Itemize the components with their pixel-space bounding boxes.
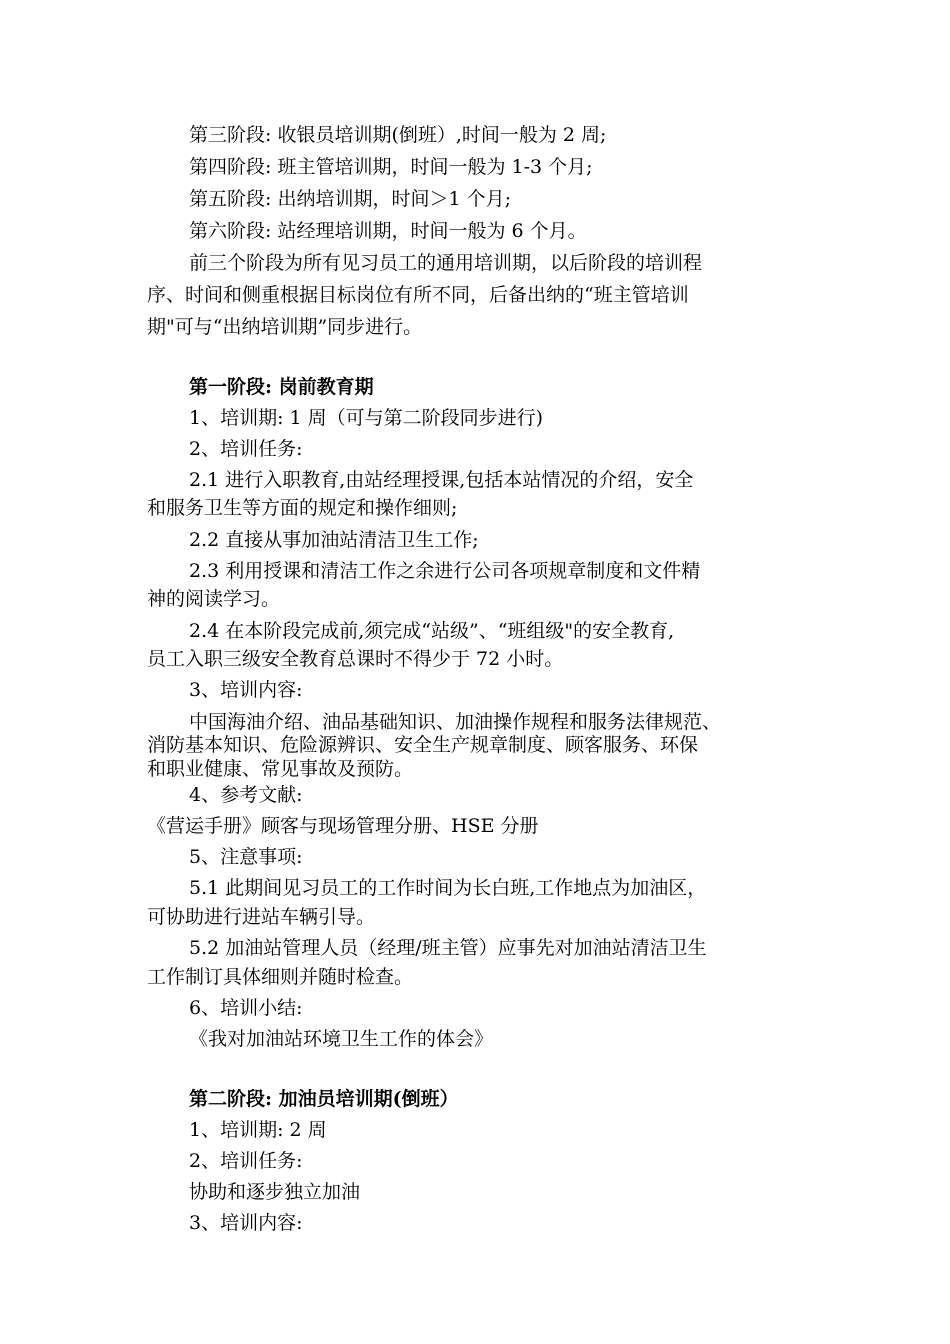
section1-content-line1: 中国海油介绍、油品基础知识、加油操作规程和服务法律规范、 — [189, 711, 722, 733]
section1-note-5-1-line2: 可协助进行进站车辆引导。 — [147, 906, 376, 928]
intro-paragraph-line3: 期"可与“出纳培训期”同步进行。 — [147, 316, 423, 338]
stage3-line: 第三阶段: 收银员培训期(倒班）,时间一般为 2 周; — [189, 124, 607, 146]
section1-summary-label: 6、培训小结: — [189, 997, 303, 1019]
section1-references-text: 《营运手册》顾客与现场管理分册、HSE 分册 — [147, 815, 539, 837]
section2-training-period: 1、培训期: 2 周 — [189, 1119, 327, 1141]
section1-task-2-4-line2: 员工入职三级安全教育总课时不得少于 72 小时。 — [147, 648, 564, 670]
section1-tasks-label: 2、培训任务: — [189, 438, 303, 460]
section1-note-5-2-line2: 工作制订具体细则并随时检查。 — [147, 966, 414, 988]
section2-content-label: 3、培训内容: — [189, 1212, 303, 1234]
intro-paragraph-line1: 前三个阶段为所有见习员工的通用培训期，以后阶段的培训程 — [189, 252, 703, 274]
section1-heading: 第一阶段: 岗前教育期 — [189, 376, 374, 398]
stage5-line: 第五阶段: 出纳培训期，时间＞1 个月; — [189, 188, 511, 210]
section2-heading: 第二阶段: 加油员培训期(倒班） — [189, 1088, 459, 1110]
section1-notes-label: 5、注意事项: — [189, 846, 303, 868]
section1-summary-text: 《我对加油站环境卫生工作的体会》 — [189, 1028, 494, 1050]
section2-tasks-text: 协助和逐步独立加油 — [189, 1181, 361, 1203]
section1-content-line3: 和职业健康、常见事故及预防。 — [147, 758, 414, 780]
section2-tasks-label: 2、培训任务: — [189, 1150, 303, 1172]
section1-references-label: 4、参考文献: — [189, 784, 303, 806]
stage4-line: 第四阶段: 班主管培训期，时间一般为 1-3 个月; — [189, 156, 593, 178]
section1-note-5-2-line1: 5.2 加油站管理人员（经理/班主管）应事先对加油站清洁卫生 — [189, 937, 707, 959]
section1-content-line2: 消防基本知识、危险源辨识、安全生产规章制度、顾客服务、环保 — [147, 734, 699, 756]
section1-task-2-2: 2.2 直接从事加油站清洁卫生工作; — [189, 529, 479, 551]
stage6-line: 第六阶段: 站经理培训期，时间一般为 6 个月。 — [189, 220, 587, 242]
section1-training-period: 1、培训期: 1 周（可与第二阶段同步进行) — [189, 407, 544, 429]
section1-note-5-1-line1: 5.1 此期间见习员工的工作时间为长白班,工作地点为加油区， — [189, 877, 707, 899]
section1-task-2-3-line1: 2.3 利用授课和清洁工作之余进行公司各项规章制度和文件精 — [189, 560, 701, 582]
section1-task-2-3-line2: 神的阅读学习。 — [147, 588, 281, 610]
section1-content-label: 3、培训内容: — [189, 679, 303, 701]
intro-paragraph-line2: 序、时间和侧重根据目标岗位有所不同，后备出纳的“班主管培训 — [147, 284, 689, 306]
section1-task-2-1-line1: 2.1 进行入职教育,由站经理授课,包括本站情况的介绍，安全 — [189, 469, 694, 491]
section1-task-2-1-line2: 和服务卫生等方面的规定和操作细则; — [147, 497, 458, 519]
section1-task-2-4-line1: 2.4 在本阶段完成前,须完成“站级”、“班组级"的安全教育, — [189, 620, 675, 642]
